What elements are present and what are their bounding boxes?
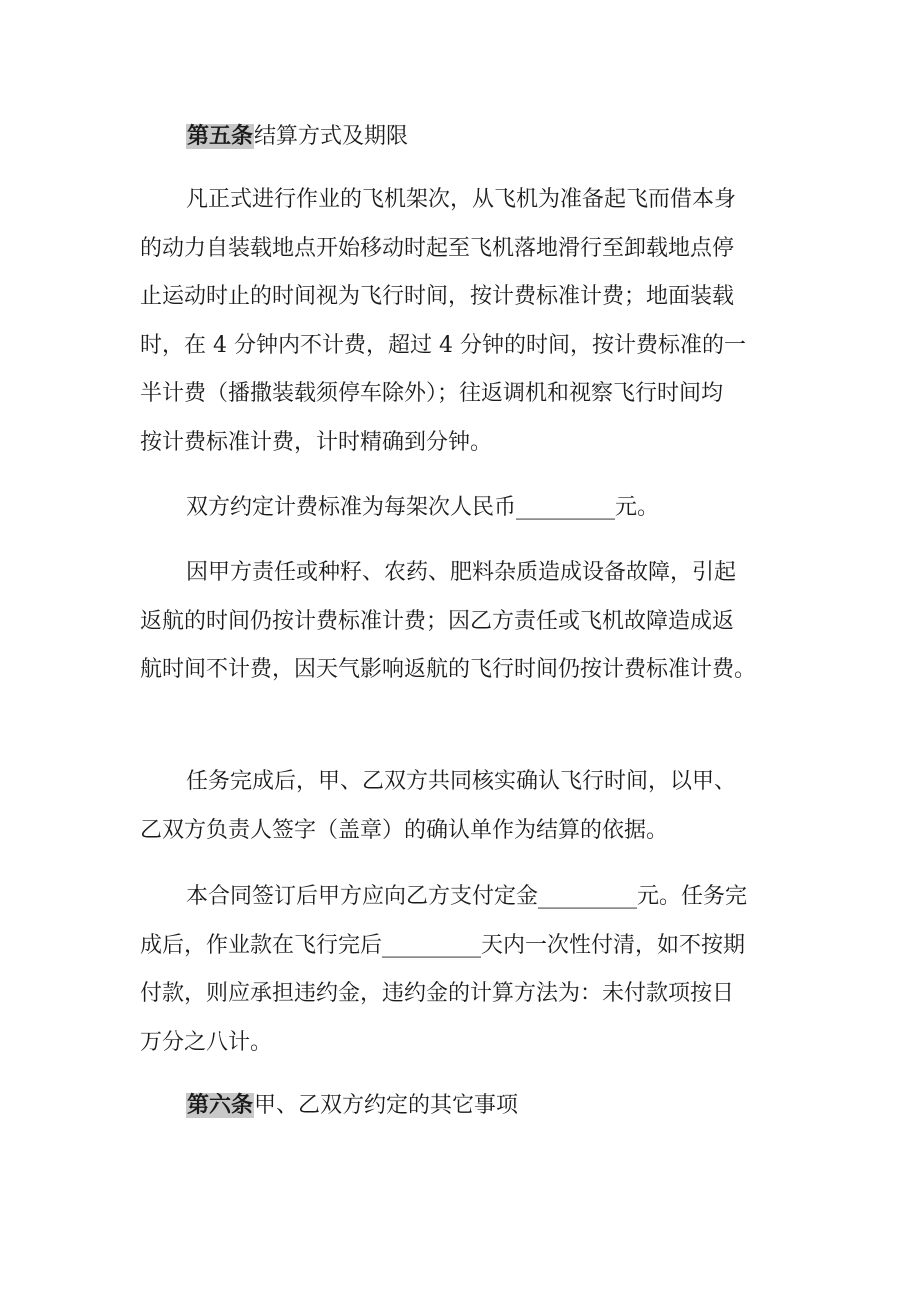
paragraph-payment xyxy=(140,873,780,1067)
paragraph-flight-time xyxy=(140,176,780,467)
paragraph-line: 的动力自装载地点开始移动时起至飞机落地滑行至卸载地点停 xyxy=(140,235,735,261)
paragraph-line: 航时间不计费，因天气影响返航的飞行时间仍按计费标准计费。 xyxy=(140,657,757,682)
paragraph-line: 止运动时止的时间视为飞行时间，按计费标准计费；地面装载 xyxy=(140,284,735,309)
article-5-heading xyxy=(140,113,826,162)
paragraph-line: 按计费标准计费，计时精确到分钟。 xyxy=(140,429,493,455)
paragraph-line: 凡正式进行作业的飞机架次，从飞机为准备起飞而借本身 xyxy=(186,187,737,212)
paragraph-return-flight xyxy=(140,549,780,695)
paragraph-line: 时，在 4 分钟内不计费，超过 4 分钟的时间，按计费标准的一 xyxy=(140,332,746,358)
paragraph-line: 因甲方责任或种籽、农药、肥料杂质造成设备故障，引起 xyxy=(186,560,737,585)
fee-standard-text: 双方约定计费标准为每架次人民币 xyxy=(186,495,517,520)
article-6-tag: 第六条 xyxy=(187,1093,254,1118)
paragraph-line: 万分之八计。 xyxy=(140,1029,273,1055)
paragraph-line: 付款，则应承担违约金，违约金的计算方法为：未付款项按日 xyxy=(140,981,735,1006)
payment-days-after: 天内一次性付清，如不按期 xyxy=(481,932,746,958)
article-5-tag: 第五条 xyxy=(187,124,254,149)
payment-days-text: 成后，作业款在飞行完后 xyxy=(140,932,383,958)
deposit-text: 本合同签订后甲方应向乙方支付定金 xyxy=(186,884,539,909)
paragraph-confirmation xyxy=(140,758,780,855)
article-6-heading xyxy=(140,1082,826,1131)
fee-standard-unit: 元。 xyxy=(615,495,660,520)
deposit-after: 元。任务完 xyxy=(637,884,748,909)
paragraph-fee-standard xyxy=(140,484,780,533)
paragraph-line: 半计费（播撒装载须停车除外）；往返调机和视察飞行时间均 xyxy=(140,381,724,406)
fee-standard-blank[interactable]: _________ xyxy=(516,495,616,520)
payment-days-blank[interactable]: _________ xyxy=(382,932,482,958)
paragraph-line: 返航的时间仍按计费标准计费；因乙方责任或飞机故障造成返 xyxy=(140,608,735,634)
article-5-title: 结算方式及期限 xyxy=(254,124,409,149)
paragraph-line: 任务完成后，甲、乙双方共同核实确认飞行时间，以甲、 xyxy=(186,769,737,794)
paragraph-line: 乙双方负责人签字（盖章）的确认单作为结算的依据。 xyxy=(140,817,669,843)
article-6-title: 甲、乙双方约定的其它事项 xyxy=(254,1093,519,1118)
deposit-blank[interactable]: _________ xyxy=(538,884,638,909)
